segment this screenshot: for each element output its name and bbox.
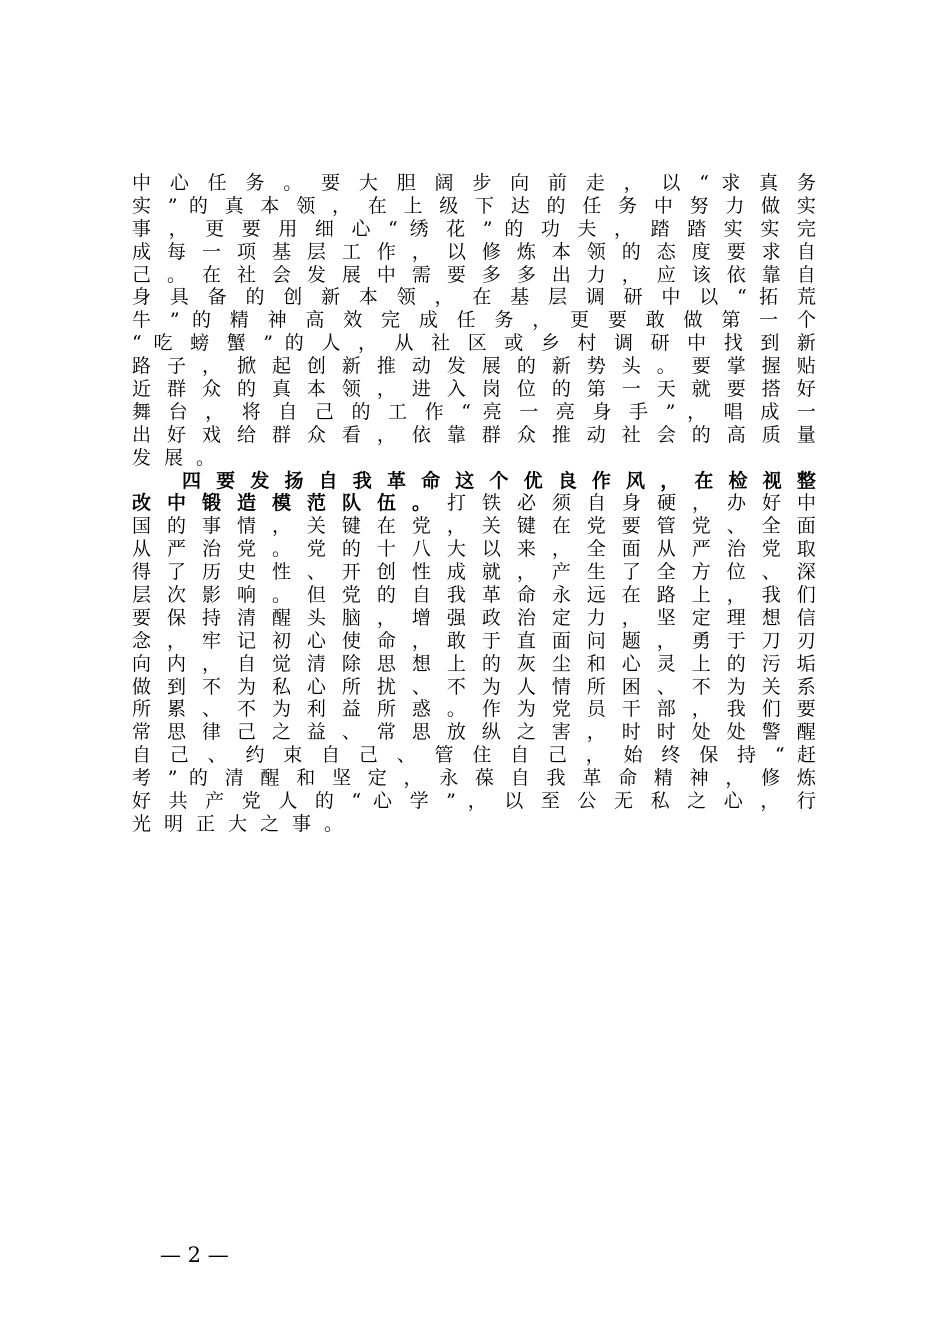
- text-line: 层 次 影 响 。 但 党 的 自 我 革 命 永 远 在 路 上 ， 我 们: [132, 584, 816, 607]
- text-line: 要 保 持 清 醒 头 脑 ， 增 强 政 治 定 力 ， 坚 定 理 想 信: [132, 606, 816, 629]
- text-line: 光明正大之事。: [132, 812, 357, 835]
- text-line: 国 的 事 情 ， 关 键 在 党 ， 关 键 在 党 要 管 党 、 全 面: [132, 515, 816, 538]
- section-heading-continued: 改中锻造模范队伍。: [132, 492, 447, 515]
- text-line: 实 ” 的 真 本 领 ， 在 上 级 下 达 的 任 务 中 努 力 做 实: [132, 194, 816, 217]
- text-line: 牛 ” 的 精 神 高 效 完 成 任 务 ， 更 要 敢 做 第 一 个: [132, 309, 816, 332]
- text-line: 考 ” 的 清 醒 和 坚 定 ， 永 葆 自 我 革 命 精 神 ， 修 炼: [132, 767, 816, 790]
- text-line: 身 具 备 的 创 新 本 领 ， 在 基 层 调 研 中 以 “ 拓 荒: [132, 286, 816, 309]
- text-line: 近 群 众 的 真 本 领 ， 进 入 岗 位 的 第 一 天 就 要 搭 好: [132, 378, 816, 401]
- text-line: 做 到 不 为 私 心 所 扰 、 不 为 人 情 所 困 、 不 为 关 系: [132, 675, 816, 698]
- paragraph-2: [132, 470, 816, 836]
- text-fragment: 打铁必须自身硬，办好中: [447, 492, 816, 515]
- text-line: [132, 492, 816, 515]
- text-line: 出 好 戏 给 群 众 看 ， 依 靠 群 众 推 动 社 会 的 高 质 量: [132, 423, 816, 446]
- text-line: 成 每 一 项 基 层 工 作 ， 以 修 炼 本 领 的 态 度 要 求 自: [132, 240, 816, 263]
- text-line: 中 心 任 务 。 要 大 胆 阔 步 向 前 走 ， 以 “ 求 真 务: [132, 172, 816, 194]
- body-text: [132, 172, 816, 836]
- text-line: 念 ， 牢 记 初 心 使 命 ， 敢 于 直 面 问 题 ， 勇 于 刀 刃: [132, 629, 816, 652]
- text-line: 好 共 产 党 人 的 “ 心 学 ” ， 以 至 公 无 私 之 心 ， 行: [132, 790, 816, 813]
- text-line: “ 吃 螃 蟹 ” 的 人 ， 从 社 区 或 乡 村 调 研 中 找 到 新: [132, 332, 816, 355]
- text-line: 得 了 历 史 性 、 开 创 性 成 就 ， 产 生 了 全 方 位 、 深: [132, 561, 816, 584]
- page-number: — 2 —: [160, 1243, 229, 1267]
- text-line: 舞 台 ， 将 自 己 的 工 作 “ 亮 一 亮 身 手 ” ， 唱 成 一: [132, 400, 816, 423]
- text-line: 所 累 、 不 为 利 益 所 惑 。 作 为 党 员 干 部 ， 我 们 要: [132, 698, 816, 721]
- text-line: 事 ， 更 要 用 细 心 “ 绣 花 ” 的 功 夫 ， 踏 踏 实 实 完: [132, 217, 816, 240]
- text-line: 自 己 、 约 束 自 己 、 管 住 自 己 ， 始 终 保 持 “ 赶: [132, 744, 816, 767]
- text-line: 从 严 治 党 。 党 的 十 八 大 以 来 ， 全 面 从 严 治 党 取: [132, 538, 816, 561]
- paragraph-1: [132, 172, 816, 470]
- section-heading: 四 要 发 扬 自 我 革 命 这 个 优 良 作 风 ， 在 检 视 整: [182, 469, 816, 492]
- text-line: 常 思 律 己 之 益 、 常 思 放 纵 之 害 ， 时 时 处 处 警 醒: [132, 721, 816, 744]
- text-line: 向 内 ， 自 觉 清 除 思 想 上 的 灰 尘 和 心 灵 上 的 污 垢: [132, 652, 816, 675]
- text-line: 路 子 ， 掀 起 创 新 推 动 发 展 的 新 势 头 。 要 掌 握 贴: [132, 355, 816, 378]
- text-line: 己 。 在 社 会 发 展 中 需 要 多 多 出 力 ， 应 该 依 靠 自: [132, 263, 816, 286]
- text-line: 发展。: [132, 446, 229, 469]
